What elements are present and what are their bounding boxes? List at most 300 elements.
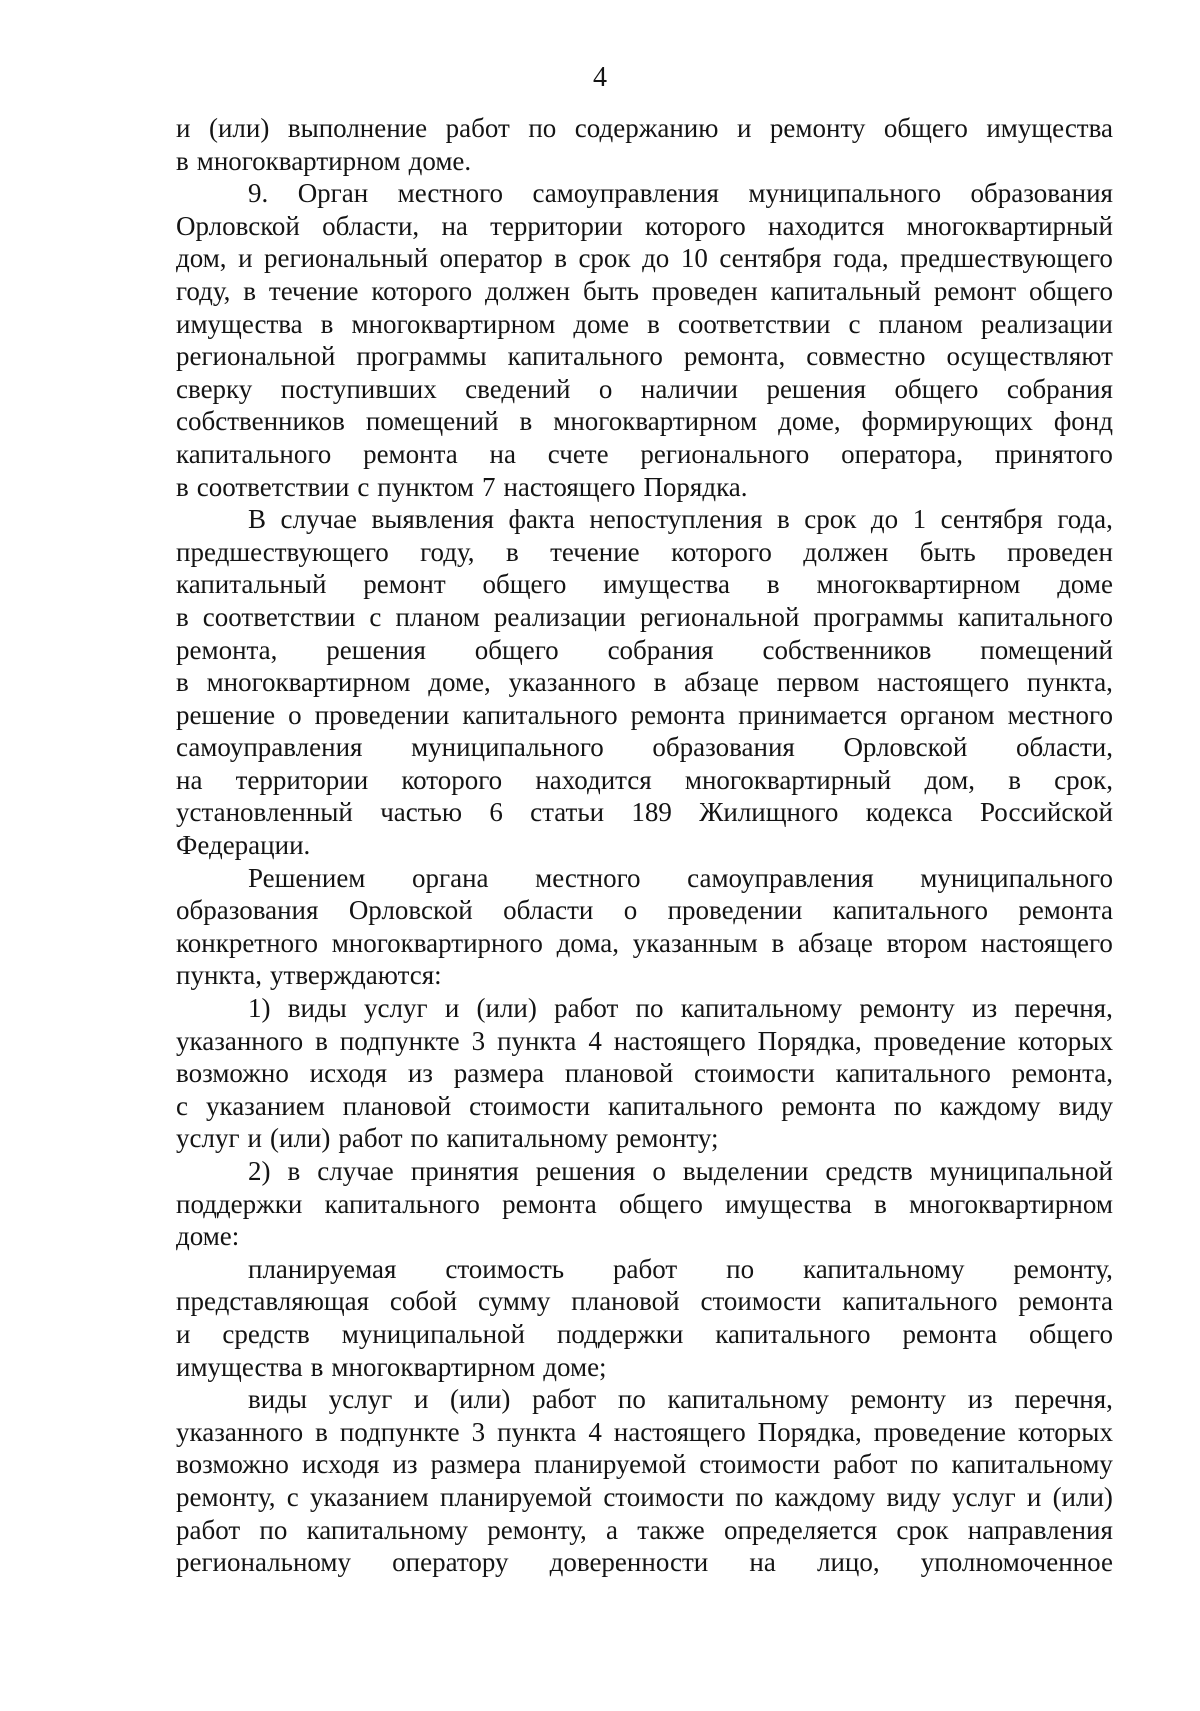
word: многоквартирном [816,569,1021,600]
word: работ [613,1253,678,1284]
word: (или) [450,1384,511,1415]
word: из [407,1058,433,1089]
word: собрания [1006,373,1113,404]
word: в [176,601,189,632]
text-line [176,568,1113,601]
word: ремонта [363,438,458,469]
word: до [870,504,899,535]
text-line [176,340,1113,373]
word: капитального [608,1090,764,1121]
word: из [972,993,998,1024]
word: доме [1057,569,1113,600]
word: капитального [842,1286,998,1317]
word: содержанию [574,113,719,143]
word: многоквартирном [553,406,758,437]
word: 1 [912,504,927,535]
word: доверенности [549,1547,709,1578]
text-line [176,112,1113,145]
word: 189 [631,797,672,828]
word: ремонту, [1013,1253,1113,1284]
word: утверждаются: [270,960,442,991]
text-line [176,699,1113,732]
text-line [176,894,1113,927]
word: области, [322,210,420,241]
word: работ [833,1449,898,1480]
word: капитальному [446,1123,608,1154]
word: соответствии [677,308,831,339]
word: также [637,1514,705,1545]
text-line [176,145,1113,178]
word: региональной [639,601,800,632]
text-line [176,927,1113,960]
text-line [176,210,1113,243]
word: указанного [176,1025,304,1056]
word: местного [535,862,641,893]
word: срок [578,243,631,274]
word: года, [833,243,889,274]
word: виды [248,1384,308,1415]
word: фонд [1053,406,1113,437]
word: 3 [471,1025,486,1056]
word: пунктом [377,471,474,502]
word: капитального [835,1058,991,1089]
word: принятия [410,1156,519,1186]
word: быть [919,536,976,567]
text-line [176,242,1113,275]
word: которых [1017,1025,1113,1056]
word: ремонту; [615,1123,719,1154]
word: факта [508,504,575,535]
word: лицо, [816,1547,880,1578]
word: осуществляют [946,341,1113,372]
text-line [176,959,1113,992]
word: ремонта [502,1188,597,1219]
word: средств [825,1156,913,1186]
word: общего [1029,1318,1113,1349]
word: перечня, [1014,993,1113,1024]
word: указанного [508,667,636,698]
word: оператору [392,1547,509,1578]
word: услуг [364,993,428,1024]
word: по [726,1253,755,1284]
word: которого [371,275,473,306]
word: абзаце [798,927,873,958]
word: срок, [1054,764,1113,795]
word: муниципального [411,732,604,763]
word: услуг [952,1481,1016,1512]
word: определяется [723,1514,878,1545]
word: 4 [588,1025,602,1056]
word: указанием [205,1090,325,1121]
word: в [315,1025,328,1056]
word: в [176,145,189,176]
word: имущества [176,1351,303,1382]
word: имущества [176,308,303,339]
word: муниципальной [341,1318,525,1349]
word: собой [389,1286,458,1317]
word: поступивших [280,373,437,404]
text-line [176,862,1113,895]
text-line [176,1383,1113,1416]
word: решение [176,699,276,730]
word: 9. [248,178,269,209]
word: сентября [940,504,1043,535]
word: планом [395,601,480,632]
word: услуг [176,1123,240,1154]
word: муниципальной [929,1156,1113,1186]
word: должен [803,536,889,567]
word: пункта [497,1025,577,1056]
word: доме, [428,667,491,698]
word: доме. [408,145,472,176]
word: и [176,1318,191,1349]
word: срок [804,504,857,535]
word: течение [550,536,640,567]
word: образования [970,178,1113,209]
text-line [176,471,1113,504]
text-line [176,1448,1113,1481]
word: непоступления [589,504,763,535]
text-line [176,503,1113,536]
word: в [766,569,780,600]
word: 6 [489,797,503,828]
word: виду [1058,1090,1113,1121]
word: совместно [806,341,926,372]
word: территории [490,210,623,241]
word: о [288,699,302,730]
text-line [176,1514,1113,1547]
word: региональной [176,341,336,372]
word: 7 [481,471,496,502]
word: ремонту, [487,1514,587,1545]
word: Орловской [176,210,300,241]
text-line [176,438,1113,471]
word: ремонта, [1011,1058,1113,1089]
word: работ [554,993,619,1024]
word: Жилищного [699,797,839,828]
word: образования [176,895,319,926]
text-line [176,1155,1113,1188]
word: соответствии [202,601,356,632]
word: проведен [1007,536,1113,567]
word: ремонта [1018,895,1113,926]
word: проведение [873,1416,1007,1447]
word: Порядка. [643,471,748,502]
word: капитальному [306,1514,468,1545]
text-line [176,731,1113,764]
word: плановой [571,1286,680,1317]
word: которого [401,764,503,795]
word: в [554,243,567,274]
word: собрания [607,634,714,665]
word: статьи [530,797,605,828]
word: наличии [640,373,738,404]
word: муниципального [920,862,1113,893]
word: капитального [324,1188,480,1219]
word: уполномоченное [920,1547,1113,1578]
word: дом, [176,243,227,274]
word: территории [235,764,369,795]
word: пункта, [176,960,263,991]
document-body [176,112,1113,1579]
word: размера [430,1449,521,1480]
text-line [176,601,1113,634]
word: средств [222,1318,310,1349]
word: дома, [556,927,620,958]
word: втором [886,927,968,958]
word: в [310,1351,324,1382]
word: по [893,1090,922,1121]
word: соответствии [196,471,350,502]
word: капитальному [680,993,843,1024]
word: регионального [640,438,810,469]
word: стоимости [699,1449,821,1480]
word: и [413,1384,429,1415]
text-line [176,634,1113,667]
text-line [176,1318,1113,1351]
word: о [598,373,613,404]
word: общего [883,113,968,143]
text-line [176,1090,1113,1123]
word: сумму [477,1286,551,1317]
word: капитального [715,1318,871,1349]
word: случае [317,1156,394,1186]
word: В [248,504,267,535]
word: пункта, [1026,667,1113,698]
word: ремонта [781,1090,876,1121]
word: по [735,1481,764,1512]
word: предшествующего [176,536,389,567]
text-line [176,1481,1113,1514]
word: планируемая [248,1253,397,1284]
text-line [176,796,1113,829]
word: региональный [264,243,429,274]
word: ремонту [859,993,955,1024]
word: в [505,536,519,567]
word: в [243,275,257,306]
word: по [259,1514,288,1545]
word: планируемой [439,1481,593,1512]
word: году, [176,275,231,306]
word: самоуправления [532,178,719,209]
word: общего [618,1188,703,1219]
word: представляющая [176,1286,370,1317]
word: года, [1057,504,1113,535]
word: многоквартирном [206,667,411,698]
word: настоящего [613,1416,746,1447]
word: и [736,113,752,143]
word: ремонта [902,1318,998,1349]
word: в [647,308,660,339]
word: (или) [476,993,537,1024]
word: каждому [939,1090,1041,1121]
word: региональному [176,1547,351,1578]
word: в [320,308,334,339]
word: программы [813,601,944,632]
word: выявления [371,504,494,535]
word: имущества [603,569,730,600]
word: программы [356,341,487,372]
word: 10 [680,243,708,274]
word: 2) [248,1156,271,1186]
word: с [369,601,382,632]
word: с [357,471,370,502]
word: пункта [497,1416,577,1447]
word: по [528,113,557,143]
word: многоквартирного [331,927,543,958]
text-line [176,1285,1113,1318]
word: Порядка, [757,1416,862,1447]
word: Решением [248,862,366,893]
word: находится [768,210,885,241]
word: стоимости [700,1286,822,1317]
word: сверку [176,373,253,404]
word: органа [412,862,489,893]
word: многоквартирном [196,145,401,176]
word: подпункте [339,1025,460,1056]
word: в [653,667,667,698]
text-line [176,764,1113,797]
word: многоквартирном [909,1188,1113,1219]
text-line [176,177,1113,210]
word: (или) [1052,1481,1113,1512]
word: плановой [564,1058,674,1089]
word: образования [652,732,795,763]
word: Орловской [843,732,968,763]
word: случае [280,504,358,535]
word: оператор [439,243,543,274]
word: течение [268,275,359,306]
word: стоимости [603,1481,725,1512]
word: капитального [462,699,618,730]
word: году, [420,536,475,567]
word: решения [535,1156,636,1186]
word: настоящего [503,471,636,502]
word: многоквартирный [684,764,892,795]
word: и [444,993,460,1024]
word: общего [482,569,567,600]
word: настоящего [877,667,1010,698]
word: доме [573,308,630,339]
word: проведен [651,275,758,306]
word: на [749,1547,776,1578]
word: капитальному [667,1384,829,1415]
word: услуг [328,1384,393,1415]
word: имущества [725,1188,852,1219]
word: и [238,243,253,274]
word: с [848,308,861,339]
word: частью [380,797,463,828]
word: помещений [365,406,499,437]
word: капитального [957,601,1113,632]
word: собственников [762,634,932,665]
word: капитального [832,895,988,926]
word: имущества [986,113,1113,143]
word: ремонту [769,113,866,143]
word: поддержки [556,1318,684,1349]
word: исходя [309,1058,388,1089]
word: в [519,406,533,437]
word: срок [896,1514,949,1545]
word: сентября [719,243,822,274]
word: ремонта, [683,341,786,372]
word: Российской [979,797,1113,828]
word: работ [445,113,510,143]
word: капитальному [951,1449,1113,1480]
word: (или) [208,113,270,143]
word: многоквартирном [351,308,556,339]
text-line [176,308,1113,341]
word: капитальный [770,275,921,306]
word: по [635,993,664,1024]
word: исходя [301,1449,380,1480]
text-line [176,1253,1113,1286]
word: собственников [176,406,345,437]
word: должен [484,275,571,306]
word: каждому [774,1481,876,1512]
text-line [176,1220,1113,1253]
word: из [392,1449,418,1480]
word: решения [326,634,426,665]
text-line [176,536,1113,569]
word: ремонта, [176,634,278,665]
text-line [176,373,1113,406]
word: самоуправления [687,862,874,893]
word: по [617,1384,646,1415]
word: стоимость [445,1253,565,1284]
word: в [176,667,189,698]
word: оператора, [841,438,963,469]
word: и [247,1123,262,1154]
word: принимается [738,699,887,730]
word: указанием [309,1481,429,1512]
word: 1) [248,993,271,1024]
word: формирующих [861,406,1033,437]
word: поддержки [176,1188,303,1219]
word: с [286,1481,299,1512]
text-line [176,1122,1113,1155]
word: планируемой [534,1449,687,1480]
word: работ [176,1514,241,1545]
word: кодекса [865,797,953,828]
word: плановой [342,1090,452,1121]
word: 3 [471,1416,486,1447]
word: решения [766,373,867,404]
word: размера [453,1058,545,1089]
word: указанного [176,1416,304,1447]
word: конкретного [176,927,318,958]
word: настоящего [613,1025,746,1056]
word: а [605,1514,618,1545]
word: находится [535,764,652,795]
word: в [874,1188,887,1219]
word: муниципального [748,178,942,209]
text-line [176,1025,1113,1058]
word: с [176,1090,188,1121]
word: планом [878,308,963,339]
text-line [176,405,1113,438]
word: дом, [924,764,975,795]
text-line [176,1188,1113,1221]
word: Федерации. [176,830,311,861]
word: указанным [632,927,758,958]
word: сведений [465,373,571,404]
text-line [176,1057,1113,1090]
word: в [176,471,189,502]
word: работ [532,1384,597,1415]
word: местного [1007,699,1113,730]
word: виду [886,1481,941,1512]
